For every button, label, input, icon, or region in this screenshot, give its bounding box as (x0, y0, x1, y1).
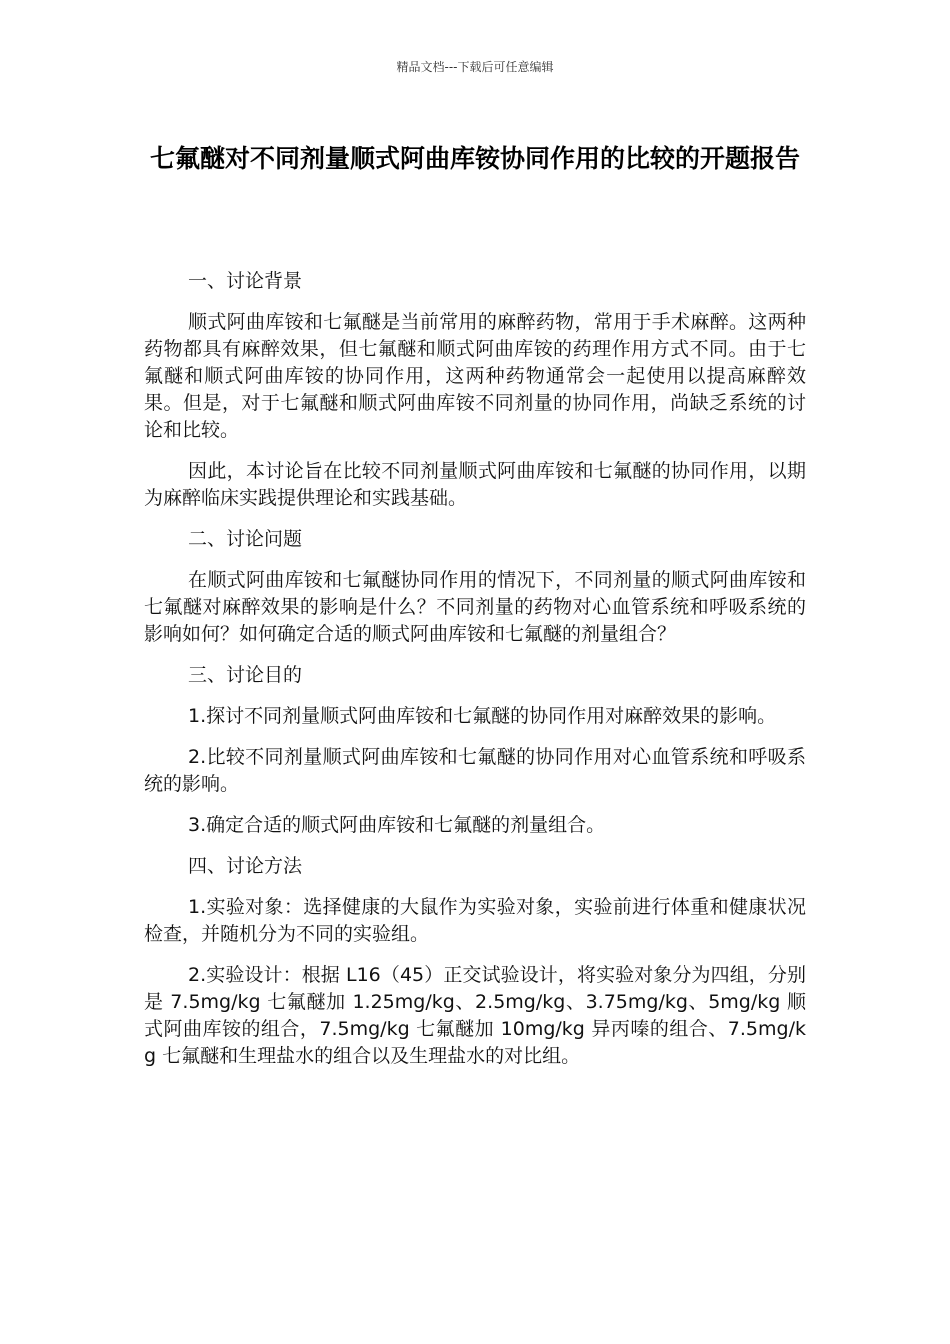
header-note: 精品文档---下载后可任意编辑 (396, 60, 554, 74)
paragraph-background-2: 因此，本讨论旨在比较不同剂量顺式阿曲库铵和七氟醚的协同作用，以期为麻醉临床实践提供理论和实践基础。 (144, 460, 806, 509)
section-heading-method: 四、讨论方法 (188, 855, 303, 877)
paragraph-method-1: 1.实验对象：选择健康的大鼠作为实验对象，实验前进行体重和健康状况检查，并随机分为不同的实验组。 (144, 896, 806, 945)
section-heading-purpose: 三、讨论目的 (188, 664, 303, 686)
section-heading-problem: 二、讨论问题 (188, 528, 303, 550)
paragraph-problem-1: 在顺式阿曲库铵和七氟醚协同作用的情况下，不同剂量的顺式阿曲库铵和七氟醚对麻醉效果的影响是什么？不同剂量的药物对心血管系统和呼吸系统的影响如何？如何确定合适的顺式阿曲库铵和七氟醚的剂量组合？ (144, 569, 806, 645)
paragraph-background-1: 顺式阿曲库铵和七氟醚是当前常用的麻醉药物，常用于手术麻醉。这两种药物都具有麻醉效果，但七氟醚和顺式阿曲库铵的药理作用方式不同。由于七氟醚和顺式阿曲库铵的协同作用，这两种药物通常会一起使用以提高麻醉效果。但是，对于七氟醚和顺式阿曲库铵不同剂量的协同作用，尚缺乏系统的讨论和比较。 (144, 311, 806, 441)
document-body (144, 268, 806, 1084)
document-title: 七氟醚对不同剂量顺式阿曲库铵协同作用的比较的开题报告 (149, 144, 800, 173)
paragraph-purpose-1: 1.探讨不同剂量顺式阿曲库铵和七氟醚的协同作用对麻醉效果的影响。 (188, 705, 777, 727)
paragraph-purpose-2: 2.比较不同剂量顺式阿曲库铵和七氟醚的协同作用对心血管系统和呼吸系统的影响。 (144, 746, 806, 795)
section-heading-background: 一、讨论背景 (188, 270, 303, 292)
paragraph-method-2: 2.实验设计：根据 L16（45）正交试验设计，将实验对象分为四组，分别是 7.5mg/kg 七氟醚加 1.25mg/kg、2.5mg/kg、3.75mg/kg、5mg/kg 顺式阿曲库铵的组合，7.5mg/kg 七氟醚加 10mg/kg 异丙嗪的组合、7.5mg/kg 七氟醚和生理盐水的组合以及生理盐水的对比组。 (144, 964, 806, 1067)
paragraph-purpose-3: 3.确定合适的顺式阿曲库铵和七氟醚的剂量组合。 (188, 814, 606, 836)
